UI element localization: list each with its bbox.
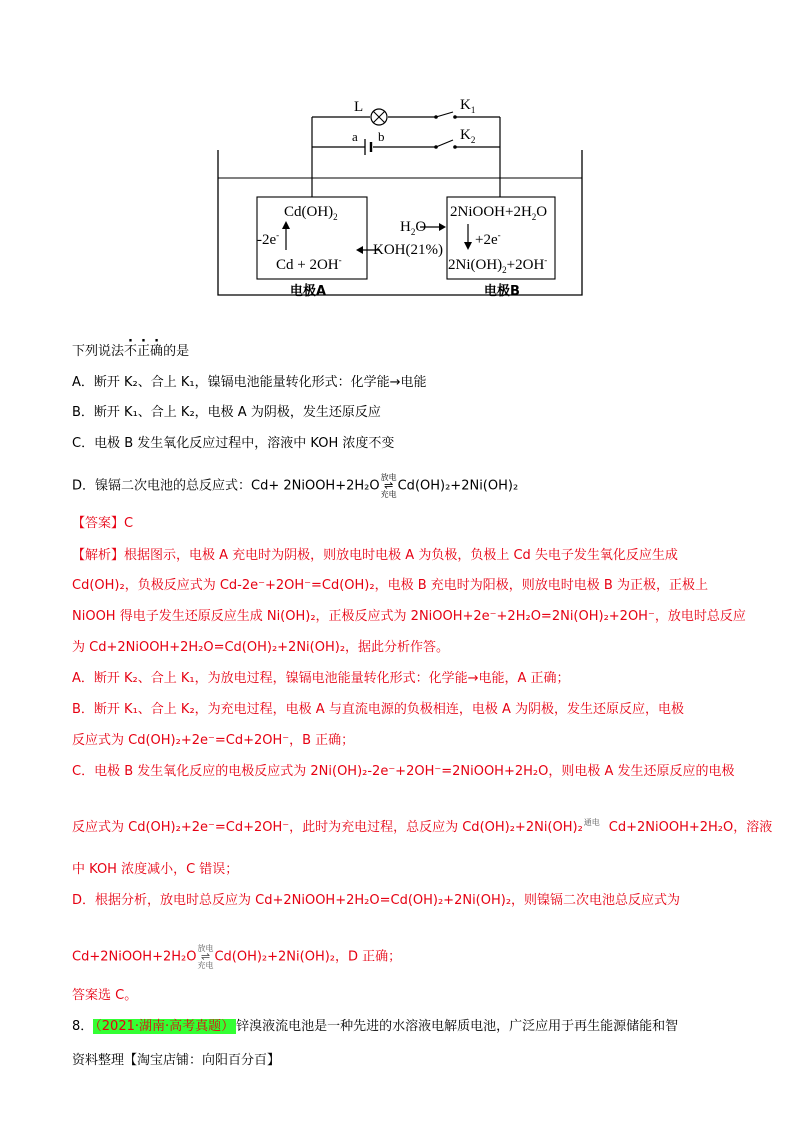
source-tag: （2021·湖南·高考真题） — [95, 1019, 235, 1034]
electrolyte-label: KOH(21%) — [373, 242, 443, 258]
battery-diagram — [210, 90, 590, 305]
question-8: 8． （2021·湖南·高考真题） 锌溴液流电池是一种先进的水溶液电解质电池，广泛应用于再生能源储能和智 — [72, 1019, 679, 1034]
analysis-line-3: NiOOH 得电子发生还原反应生成 Ni(OH)₂，正极反应式为 2NiOOH+2e⁻+2H₂O=2Ni(OH)₂+2OH⁻，放电时总反应 — [72, 609, 746, 624]
analysis-option-b-1: B．断开 K₁、合上 K₂，为充电过程，电极 A 与直流电源的负极相连，电极 A 为阴极，发生还原反应，电极 — [72, 702, 684, 717]
switch-k2-icon — [436, 140, 453, 147]
electrode-b-caption: 电极B — [484, 284, 520, 299]
switch-k1-icon — [436, 112, 453, 117]
water-label: $H_2O$ — [400, 219, 427, 237]
battery-b-label: b — [378, 129, 385, 144]
battery-a-label: a — [352, 129, 358, 144]
question-stem: 下列说法不正确的是 — [72, 344, 190, 359]
option-c: C．电极 B 发生氧化反应过程中，溶液中 KOH 浓度不变 — [72, 436, 395, 451]
analysis-option-b-2: 反应式为 Cd(OH)₂+2e⁻=Cd+2OH⁻，B 正确； — [72, 733, 355, 748]
analysis-option-a: A．断开 K₂、合上 K₁，为放电过程，镍镉电池能量转化形式：化学能→电能，A 正确； — [72, 671, 570, 686]
analysis-line-2: Cd(OH)₂，负极反应式为 Cd-2e⁻+2OH⁻=Cd(OH)₂，电极 B 充电时为阳极，则放电时电极 B 为正极，正极上 — [72, 578, 708, 593]
lamp-label: L — [354, 99, 364, 115]
analysis-option-c-3: 中 KOH 浓度减小，C 错误； — [72, 862, 239, 877]
electrode-a-caption: 电极A — [290, 284, 327, 299]
option-a: A．断开 K₂、合上 K₁，镍镉电池能量转化形式：化学能→电能 — [72, 375, 427, 390]
electrode-b-bottom: $2Ni(OH)_2+2OH^-$ — [448, 255, 548, 275]
footer-note: 资料整理【淘宝店铺：向阳百分百】 — [72, 1053, 281, 1068]
electrode-a-top: $Cd(OH)_2$ — [284, 204, 338, 222]
k2-label: $K_2$ — [460, 127, 476, 145]
k1-label: $K_1$ — [460, 97, 476, 115]
electrode-b-top: $2NiOOH+2H_2O$ — [450, 204, 548, 222]
analysis-line-4: 为 Cd+2NiOOH+2H₂O=Cd(OH)₂+2Ni(OH)₂，据此分析作答。 — [72, 640, 450, 655]
option-b: B．断开 K₁、合上 K₂，电极 A 为阴极，发生还原反应 — [72, 405, 381, 420]
charge-arrow-icon: 通电 — [583, 818, 600, 827]
analysis-option-d-1: D．根据分析，放电时总反应为 Cd+2NiOOH+2H₂O=Cd(OH)₂+2Ni(OH)₂，则镍镉二次电池总反应式为 — [72, 893, 681, 908]
reversible-arrow-icon: 放电 ⇌ 充电 — [197, 944, 214, 971]
electrode-a-bottom: Cd + 2OH- — [276, 255, 342, 273]
final-answer: 答案选 C。 — [72, 988, 138, 1003]
analysis-line-1: 【解析】根据图示，电极 A 充电时为阴极，则放电时电极 A 为负极，负极上 Cd 失电子发生氧化反应生成 — [72, 548, 678, 563]
electrode-a-electrons: -2e- — [257, 230, 280, 248]
reversible-arrow-icon: 放电 ⇌ 充电 — [380, 473, 397, 500]
answer-line: 【答案】C — [72, 516, 134, 531]
option-d: D．镍镉二次电池的总反应式：Cd+ 2NiOOH+2H₂O 放电 ⇌ 充电 Cd(OH)₂+2Ni(OH)₂ — [72, 473, 519, 500]
analysis-option-c-1: C．电极 B 发生氧化反应的电极反应式为 2Ni(OH)₂-2e⁻+2OH⁻=2NiOOH+2H₂O，则电极 A 发生还原反应的电极 — [72, 764, 735, 779]
electrode-b-electrons: +2e- — [475, 230, 501, 248]
analysis-option-d-2: Cd+2NiOOH+2H₂O 放电 ⇌ 充电 Cd(OH)₂+2Ni(OH)₂，D 正确； — [72, 944, 402, 971]
analysis-option-c-2: 反应式为 Cd(OH)₂+2e⁻=Cd+2OH⁻，此时为充电过程，总反应为 Cd(OH)₂+2Ni(OH)₂ 通电 Cd+2NiOOH+2H₂O，溶液 — [72, 818, 773, 836]
